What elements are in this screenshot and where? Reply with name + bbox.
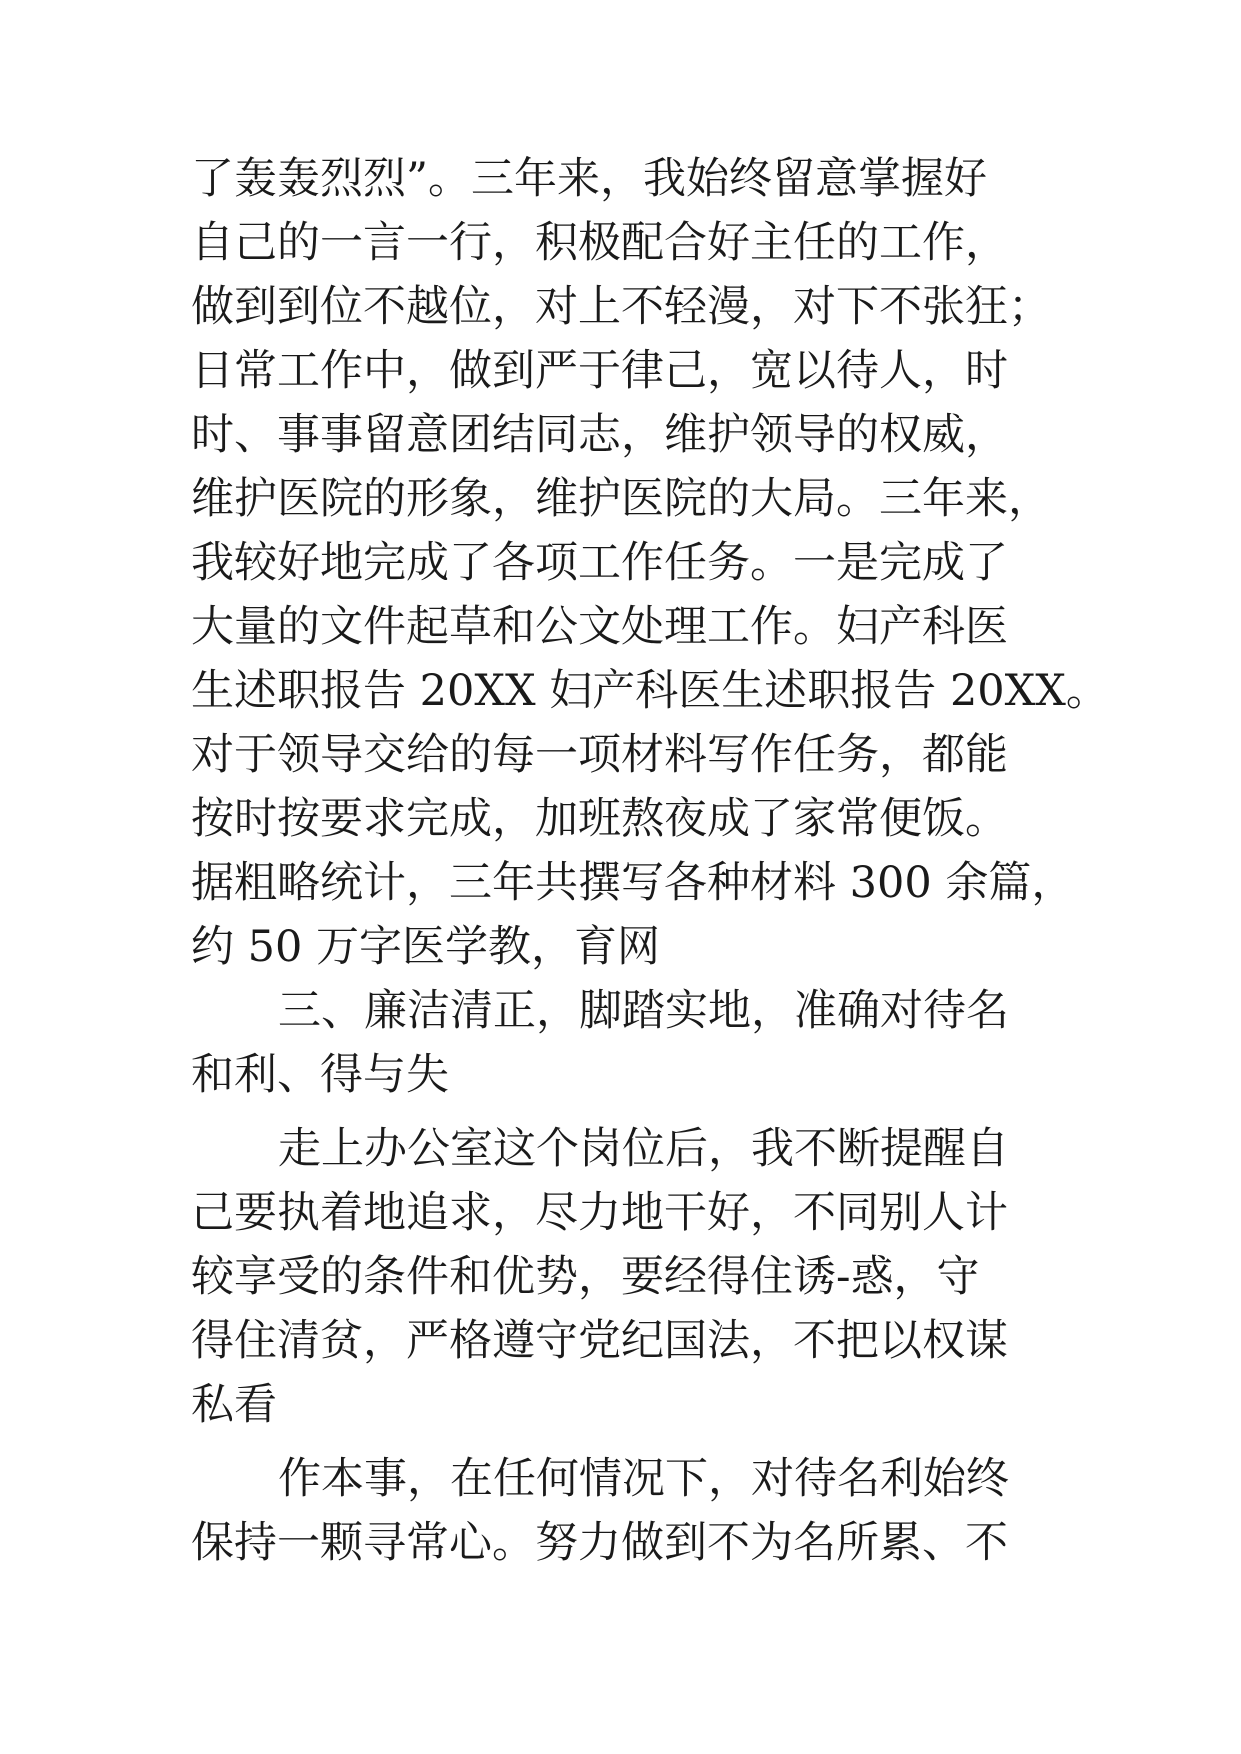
text-line: 得住清贫，严格遵守党纪国法，不把以权谋 [191,1316,1008,1366]
text-line: 据粗略统计，三年共撰写各种材料 300 余篇， [191,858,1075,908]
text-line: 约 50 万字医学教，育网 [191,922,661,972]
text-line: 较享受的条件和优势，要经得住诱-惑，守 [191,1252,980,1302]
text-line: 按时按要求完成，加班熬夜成了家常便饭。 [191,794,1008,844]
text-line: 保持一颗寻常心。努力做到不为名所累、不 [191,1518,1008,1568]
text-line: 日常工作中，做到严于律己，宽以待人，时 [191,346,1008,396]
text-line: 做到到位不越位，对上不轻漫，对下不张狂； [191,282,1051,332]
text-line: 我较好地完成了各项工作任务。一是完成了 [191,538,1008,588]
text-line: 己要执着地追求，尽力地干好，不同别人计 [191,1188,1008,1238]
text-line: 大量的文件起草和公文处理工作。妇产科医 [191,602,1008,652]
text-line: 生述职报告 20XX 妇产科医生述职报告 20XX。 [191,666,1109,716]
paragraph-start-line: 作本事，在任何情况下，对待名利始终 [278,1454,1009,1504]
text-line: 了轰轰烈烈”。三年来，我始终留意掌握好 [191,154,987,204]
section-heading-line: 和利、得与失 [191,1050,449,1100]
text-line: 私看 [191,1380,277,1430]
text-line: 维护医院的形象，维护医院的大局。三年来， [191,474,1051,524]
section-heading-line: 三、廉洁清正，脚踏实地，准确对待名 [278,986,1009,1036]
paragraph-start-line: 走上办公室这个岗位后，我不断提醒自 [278,1124,1009,1174]
text-line: 自己的一言一行，积极配合好主任的工作， [191,218,1008,268]
text-line: 对于领导交给的每一项材料写作任务，都能 [191,730,1008,780]
text-line: 时、事事留意团结同志，维护领导的权威， [191,410,1008,460]
